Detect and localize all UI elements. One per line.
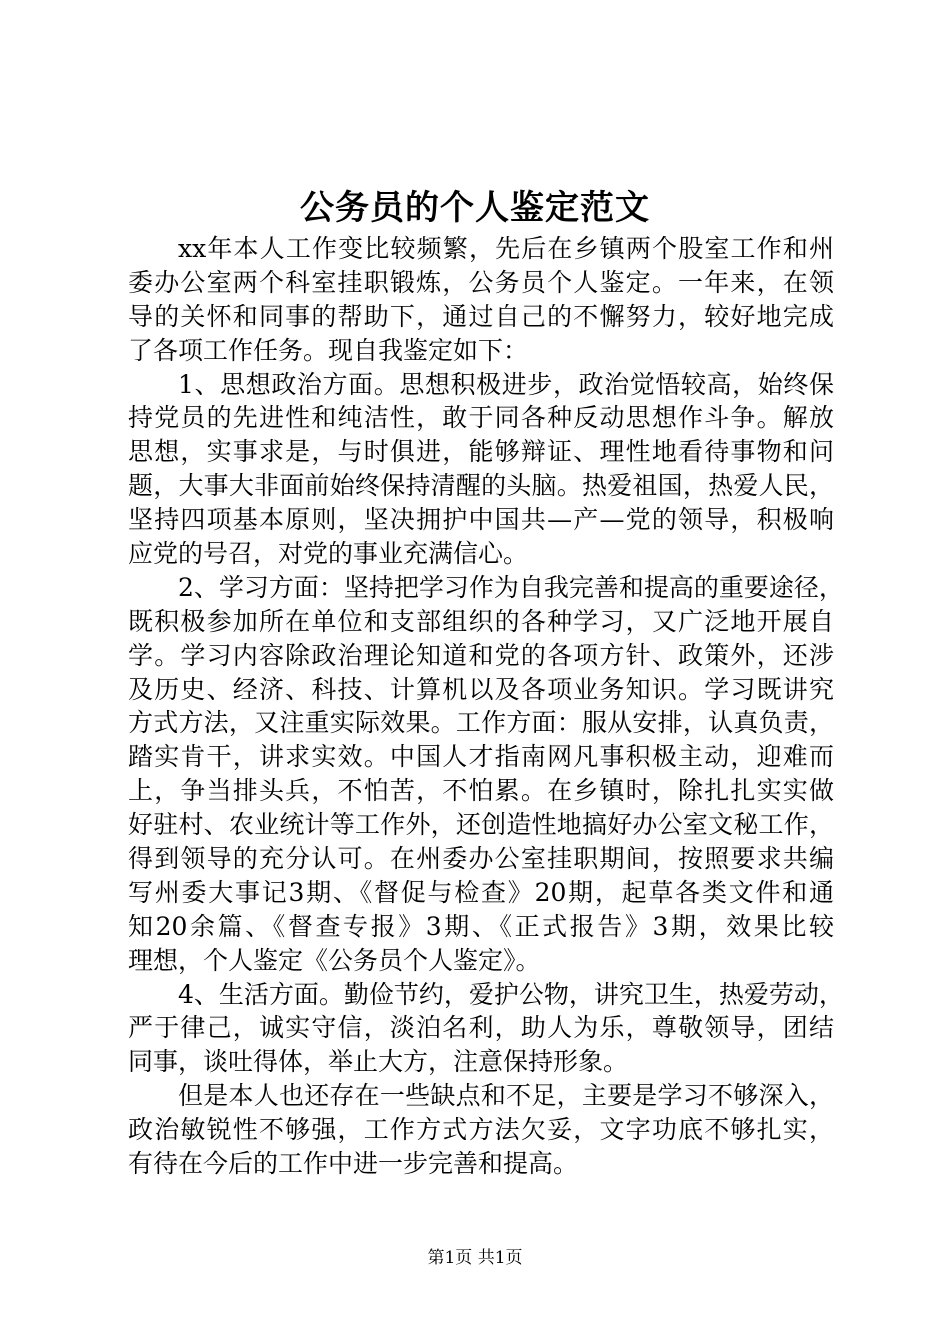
paragraph-line: 坚持四项基本原则，坚决拥护中国共—产—党的领导，积极响 (128, 505, 834, 535)
paragraph-line: 题，大事大非面前始终保持清醒的头脑。热爱祖国，热爱人民， (128, 471, 834, 501)
paragraph-line: 2、学习方面：坚持把学习作为自我完善和提高的重要途径， (178, 572, 844, 602)
paragraph-line: 导的关怀和同事的帮助下，通过自己的不懈努力，较好地完成 (128, 301, 834, 331)
document-body (128, 232, 844, 1181)
paragraph-line: 1、思想政治方面。思想积极进步，政治觉悟较高，始终保 (178, 369, 834, 399)
paragraph-line: 了各项工作任务。现自我鉴定如下： (128, 335, 529, 365)
paragraph-line: 既积极参加所在单位和支部组织的各种学习，又广泛地开展自 (128, 606, 834, 636)
paragraph-line: 得到领导的充分认可。在州委办公室挂职期间，按照要求共编 (128, 844, 834, 874)
page-footer: 第1页 共1页 (427, 1248, 523, 1268)
paragraph-line: 踏实肯干，讲求实效。中国人才指南网凡事积极主动，迎难而 (128, 742, 834, 772)
paragraph-line: 有待在今后的工作中进一步完善和提高。 (128, 1149, 579, 1179)
paragraph-line: 上，争当排头兵，不怕苦，不怕累。在乡镇时，除扎扎实实做 (128, 776, 834, 806)
page-title: 公务员的个人鉴定范文 (300, 188, 650, 228)
paragraph-line: 委办公室两个科室挂职锻炼，公务员个人鉴定。一年来，在领 (128, 267, 834, 297)
paragraph-line: 知20余篇、《督查专报》3期、《正式报告》3期，效果比较 (128, 911, 834, 941)
paragraph-line: 严于律己，诚实守信，淡泊名利，助人为乐，尊敬领导，团结 (128, 1013, 834, 1043)
paragraph-line: 好驻村、农业统计等工作外，还创造性地搞好办公室文秘工作， (128, 810, 834, 840)
paragraph-line: 应党的号召，对党的事业充满信心。 (128, 539, 529, 569)
paragraph-line: 但是本人也还存在一些缺点和不足，主要是学习不够深入， (178, 1081, 834, 1111)
paragraph-line: 思想，实事求是，与时俱进，能够辩证、理性地看待事物和问 (128, 437, 834, 467)
paragraph-line: 理想，个人鉴定《公务员个人鉴定》。 (128, 945, 541, 975)
paragraph-line: 同事，谈吐得体，举止大方，注意保持形象。 (128, 1047, 629, 1077)
paragraph-line: 政治敏锐性不够强，工作方式方法欠妥，文字功底不够扎实， (128, 1115, 834, 1145)
paragraph-line: 方式方法，又注重实际效果。工作方面：服从安排，认真负责， (128, 708, 834, 738)
paragraph-line: xx年本人工作变比较频繁，先后在乡镇两个股室工作和州 (178, 234, 834, 263)
paragraph-line: 学。学习内容除政治理论知道和党的各项方针、政策外，还涉 (128, 640, 834, 670)
paragraph-line: 持党员的先进性和纯洁性，敢于同各种反动思想作斗争。解放 (128, 403, 834, 433)
paragraph-line: 4、生活方面。勤俭节约，爱护公物，讲究卫生，热爱劳动， (178, 979, 844, 1009)
paragraph-line: 及历史、经济、科技、计算机以及各项业务知识。学习既讲究 (128, 674, 834, 704)
paragraph-line: 写州委大事记3期、《督促与检查》20期，起草各类文件和通 (128, 877, 834, 907)
